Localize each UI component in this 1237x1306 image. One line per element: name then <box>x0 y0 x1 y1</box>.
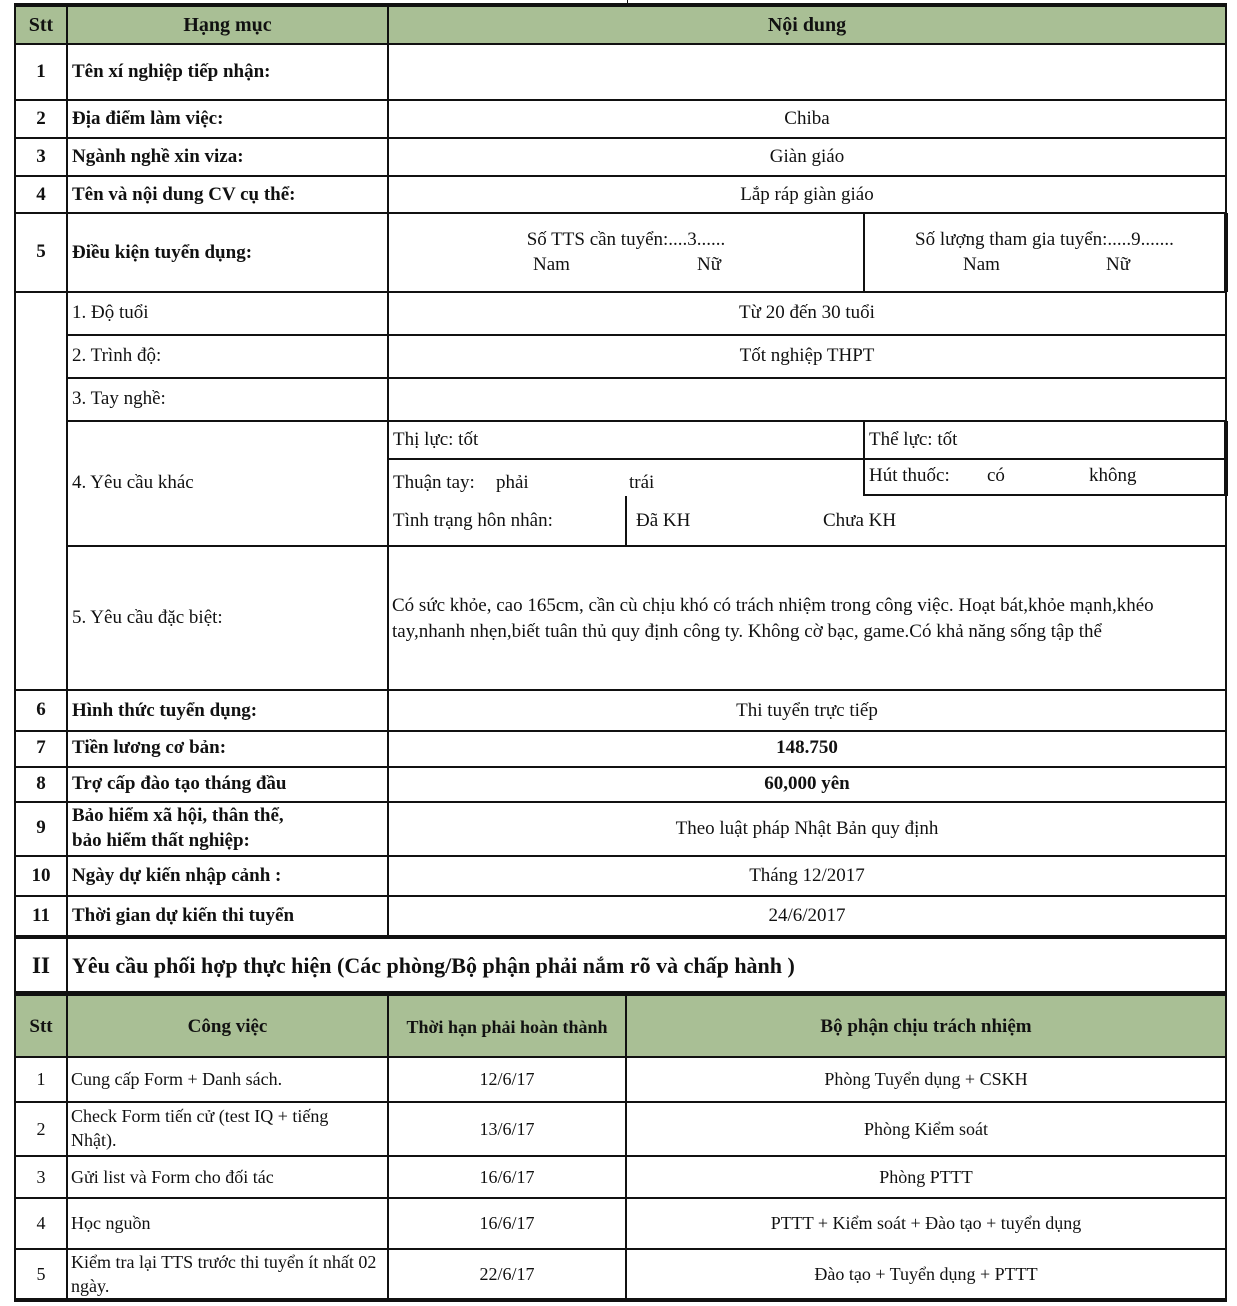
row-value: Tháng 12/2017 <box>749 865 865 886</box>
row-number: 7 <box>36 737 46 758</box>
header-deadline: Thời hạn phải hoàn thành <box>406 1017 608 1037</box>
row-line <box>14 895 1227 897</box>
participants-female: Nữ <box>1106 254 1131 275</box>
task-number: 4 <box>36 1213 46 1233</box>
task-name: Cung cấp Form + Danh sách. <box>71 1069 283 1089</box>
row-line <box>14 801 1227 803</box>
task-number: 1 <box>36 1069 46 1089</box>
row-number: 10 <box>31 865 51 886</box>
row-number: 9 <box>36 817 46 838</box>
row-line <box>14 1155 1227 1157</box>
col-line <box>863 213 865 292</box>
special-requirements-label: 5. Yêu cầu đặc biệt: <box>72 607 223 628</box>
row-label: Ngành nghề xin viza: <box>72 146 244 167</box>
marital-single: Chưa KH <box>823 510 897 531</box>
task-name: Gửi list và Form cho đối tác <box>71 1167 274 1187</box>
col-line <box>863 421 865 496</box>
task-deadline: 16/6/17 <box>479 1167 535 1187</box>
task-number: 5 <box>36 1264 46 1284</box>
row-value: 60,000 yên <box>764 773 850 794</box>
task-name: Học nguồn <box>71 1213 151 1233</box>
row-label: Tên xí nghiệp tiếp nhận: <box>72 61 271 82</box>
task-deadline: 13/6/17 <box>479 1119 535 1139</box>
handedness-label: Thuận tay: <box>393 472 475 493</box>
row-line <box>14 43 1227 45</box>
task-number: 3 <box>36 1167 46 1187</box>
smoking-yes: có <box>987 465 1005 486</box>
row-line <box>67 420 1227 422</box>
row-label: Trợ cấp đào tạo tháng đầu <box>72 773 287 794</box>
special-requirements-value: Có sức khỏe, cao 165cm, cần cù chịu khó có trách nhiệm trong công việc. Hoạt bát,khỏe mạnh,khéo tay,nhanh nhẹn,biết tuân thủ quy định công ty. Không cờ bạc, game.Có khả năng sống tập thể <box>392 595 1154 642</box>
row-value: Thi tuyển trực tiếp <box>736 700 878 721</box>
handedness-left: trái <box>629 472 655 493</box>
row-number: 3 <box>36 146 46 167</box>
row-line <box>14 1101 1227 1103</box>
header-department: Bộ phận chịu trách nhiệm <box>820 1016 1032 1037</box>
task-name: Kiểm tra lại TTS trước thi tuyển ít nhất 02 ngày. <box>71 1252 377 1296</box>
trainees-female: Nữ <box>697 254 722 275</box>
section2-title: Yêu cầu phối hợp thực hiện (Các phòng/Bộ phận phải nắm rõ và chấp hành ) <box>72 953 795 978</box>
col-line <box>1225 3 1227 1302</box>
row-label: Tên và nội dung CV cụ thể: <box>72 184 296 205</box>
row-label: Hình thức tuyển dụng: <box>72 700 258 721</box>
row-value: Giàn giáo <box>769 146 845 167</box>
row-label: Thời gian dự kiến thi tuyển <box>72 905 295 926</box>
marital-label: Tình trạng hôn nhân: <box>393 510 553 531</box>
row-value: Theo luật pháp Nhật Bản quy định <box>675 818 939 839</box>
thick-edge <box>1224 421 1228 496</box>
row-line <box>14 99 1227 101</box>
row-line <box>14 689 1227 691</box>
trainees-needed: Số TTS cần tuyển:....3...... <box>526 229 726 250</box>
row-value: Chiba <box>784 108 830 129</box>
row-label: bảo hiểm thất nghiệp: <box>72 830 250 851</box>
row-value: 24/6/2017 <box>768 905 846 926</box>
header-content: Nội dung <box>767 14 847 36</box>
header-category: Hạng mục <box>183 14 272 36</box>
row-label: Địa điểm làm việc: <box>72 108 224 129</box>
section-divider <box>14 935 1227 939</box>
col-line <box>625 496 627 546</box>
row-line <box>67 545 1227 547</box>
section2-number: II <box>32 953 50 978</box>
row-line <box>67 334 1227 336</box>
row-line <box>14 137 1227 139</box>
task-number: 2 <box>36 1119 46 1139</box>
task-deadline: 16/6/17 <box>479 1213 535 1233</box>
row-number: 1 <box>36 61 46 82</box>
col-line <box>66 3 68 1302</box>
participants-count: Số lượng tham gia tuyển:.....9....... <box>915 229 1174 250</box>
row-number: 5 <box>36 241 46 262</box>
row-line <box>14 730 1227 732</box>
participants-male: Nam <box>963 254 1000 275</box>
smoking-label: Hút thuốc: <box>869 465 950 486</box>
section-divider <box>14 991 1227 996</box>
row-label: Điều kiện tuyển dụng: <box>72 242 253 263</box>
row-line <box>14 175 1227 177</box>
row-line <box>14 1197 1227 1199</box>
row-number: 11 <box>32 905 50 926</box>
task-deadline: 12/6/17 <box>479 1069 535 1089</box>
col-line <box>625 996 627 1302</box>
education-value: Tốt nghiệp THPT <box>739 345 875 366</box>
task-department: Phòng Tuyển dụng + CSKH <box>824 1069 1028 1089</box>
other-requirements-label: 4. Yêu cầu khác <box>72 472 194 493</box>
task-department: PTTT + Kiểm soát + Đào tạo + tuyển dụng <box>770 1213 1082 1233</box>
row-label: Tiền lương cơ bản: <box>72 737 227 758</box>
col-line <box>387 996 389 1302</box>
smoking-no: không <box>1089 465 1137 486</box>
row-value: Lắp ráp giàn giáo <box>740 184 874 205</box>
physique-value: Thể lực: tốt <box>869 429 958 450</box>
col-line <box>387 3 389 937</box>
education-label: 2. Trình độ: <box>72 345 162 366</box>
row-number: 2 <box>36 108 46 129</box>
marital-married: Đã KH <box>636 510 691 531</box>
header-stt: Stt <box>29 1016 53 1037</box>
row-line <box>14 766 1227 768</box>
row-line <box>14 291 1227 293</box>
trainees-male: Nam <box>533 254 570 275</box>
header-task: Công việc <box>187 1016 268 1037</box>
row-line <box>865 494 1227 496</box>
task-department: Phòng PTTT <box>879 1167 973 1187</box>
border-bottom <box>14 1298 1227 1302</box>
task-name: Check Form tiến cử (test IQ + tiếng Nhật). <box>71 1106 329 1150</box>
age-label: 1. Độ tuổi <box>72 302 149 323</box>
row-value: 148.750 <box>776 737 838 758</box>
row-line <box>14 212 1227 214</box>
row-line <box>14 855 1227 857</box>
task-deadline: 22/6/17 <box>479 1264 535 1284</box>
row-label: Bảo hiểm xã hội, thân thể, <box>72 805 284 826</box>
row-line <box>67 377 1227 379</box>
task-department: Phòng Kiểm soát <box>864 1119 988 1139</box>
col-line <box>627 0 628 4</box>
vision-value: Thị lực: tốt <box>393 429 479 450</box>
row-number: 6 <box>36 699 46 720</box>
thick-edge <box>1224 213 1228 292</box>
row-line <box>14 1056 1227 1058</box>
row-label: Ngày dự kiến nhập cảnh : <box>72 865 282 886</box>
skill-label: 3. Tay nghề: <box>72 388 166 409</box>
row-line <box>388 458 1227 460</box>
border-top <box>14 3 1227 7</box>
handedness-right: phải <box>496 472 529 493</box>
header-stt: Stt <box>28 14 54 36</box>
row-number: 4 <box>36 184 46 205</box>
row-number: 8 <box>36 773 46 794</box>
task-department: Đào tạo + Tuyển dụng + PTTT <box>814 1264 1038 1284</box>
age-value: Từ 20 đến 30 tuổi <box>739 302 875 323</box>
